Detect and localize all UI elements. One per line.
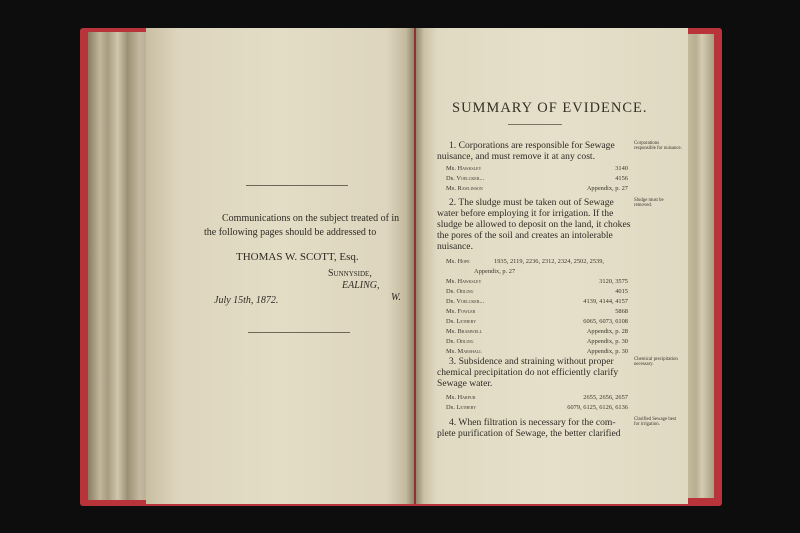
section-4-line-2: plete purification of Sewage, the better clarified: [437, 428, 621, 439]
citation-name: Mr. Bramwell: [446, 328, 483, 335]
intro-line-2: the following pages should be addressed to: [204, 227, 377, 238]
page-title: SUMMARY OF EVIDENCE.: [452, 100, 648, 116]
section-1-line-2: nuisance, and must remove it at any cost.: [437, 151, 595, 162]
citation-ref: 3120, 3575: [599, 278, 628, 285]
citation-ref: 4156: [615, 175, 628, 182]
citation-name: Mr. Harpur: [446, 394, 476, 401]
section-2-line-1: 2. The sludge must be taken out of Sewage: [449, 197, 614, 208]
citation-name: Dr. Letheby: [446, 318, 477, 325]
citation-name: Mr. Hawksley: [446, 278, 482, 285]
citation-name: Dr. Odling: [446, 338, 474, 345]
section-4-margin-note: Clarified Sewage best for irrigation.: [634, 417, 677, 428]
citation-ref: 4139, 4144, 4157: [583, 298, 628, 305]
citation-ref: 4015: [615, 288, 628, 295]
citation-ref: Appendix, p. 28: [586, 328, 628, 335]
citation-name: Dr. Letheby: [446, 404, 477, 411]
section-3-line-2: chemical precipitation do not efficiently clarify: [437, 367, 619, 378]
section-1-margin-note: Corporations responsible for nuisance.: [634, 141, 682, 152]
citation-name: Mr. Hope: [446, 258, 470, 265]
citation-name: Mr. Fowler: [446, 308, 476, 315]
page-edges-left: [88, 32, 154, 500]
citation-name: Dr. Odling: [446, 288, 474, 295]
citation-ref: 2655, 2656, 2657: [583, 394, 628, 401]
citation-ref: Appendix, p. 30: [586, 348, 628, 355]
page-edges-right: [684, 34, 714, 498]
citation-ref: 5868: [615, 308, 628, 315]
section-3-line-3: Sewage water.: [437, 378, 493, 389]
top-rule: [246, 185, 348, 186]
citation-name: Mr. Rawlinson: [446, 185, 483, 192]
citation-name: Mr. Marshall: [446, 348, 482, 355]
letter-date: July 15th, 1872.: [214, 295, 279, 306]
intro-line-1: Communications on the subject treated of in: [222, 213, 400, 224]
book-gutter: [406, 28, 424, 504]
section-4-line-1: 4. When filtration is necessary for the com-: [449, 417, 616, 428]
section-2-line-4: the pores of the soil and creates an intolerable: [437, 230, 613, 241]
citation-ref: 3140: [615, 165, 628, 172]
section-2-margin-note: Sludge must be removed.: [634, 198, 664, 209]
citation-ref: Appendix, p. 27: [474, 268, 516, 275]
section-3-line-1: 3. Subsidence and straining without proper: [449, 356, 614, 367]
citation-ref: Appendix, p. 30: [586, 338, 628, 345]
left-page: [146, 28, 414, 504]
section-2-line-2: water before employing it for irrigation. If the: [437, 208, 614, 219]
section-3-margin-note: Chemical precipitation necessary.: [634, 357, 678, 368]
citation-ref: 6065, 6073, 6108: [583, 318, 628, 325]
address-line-2: EALING,: [342, 280, 380, 291]
citation-ref: Appendix, p. 27: [586, 185, 628, 192]
citation-name: Mr. Hawksley: [446, 165, 482, 172]
citation-name: Dr. Voelcker...: [446, 298, 485, 305]
section-1-line-1: 1. Corporations are responsible for Sewage: [449, 140, 615, 151]
citation-name: Dr. Voelcker...: [446, 175, 485, 182]
section-2-line-3: sludge be allowed to deposit on the land, it chokes: [437, 219, 631, 230]
title-rule: [508, 124, 562, 125]
address-line-1: Sunnyside,: [328, 268, 372, 279]
section-2-line-5: nuisance.: [437, 241, 473, 252]
address-line-3: W.: [391, 292, 401, 303]
addressee-name: THOMAS W. SCOTT, Esq.: [236, 251, 359, 263]
citation-ref: 1935, 2119, 2236, 2312, 2324, 2502, 2539,: [494, 258, 605, 265]
citation-ref: 6079, 6125, 6126, 6136: [567, 404, 628, 411]
bottom-rule: [248, 332, 350, 333]
